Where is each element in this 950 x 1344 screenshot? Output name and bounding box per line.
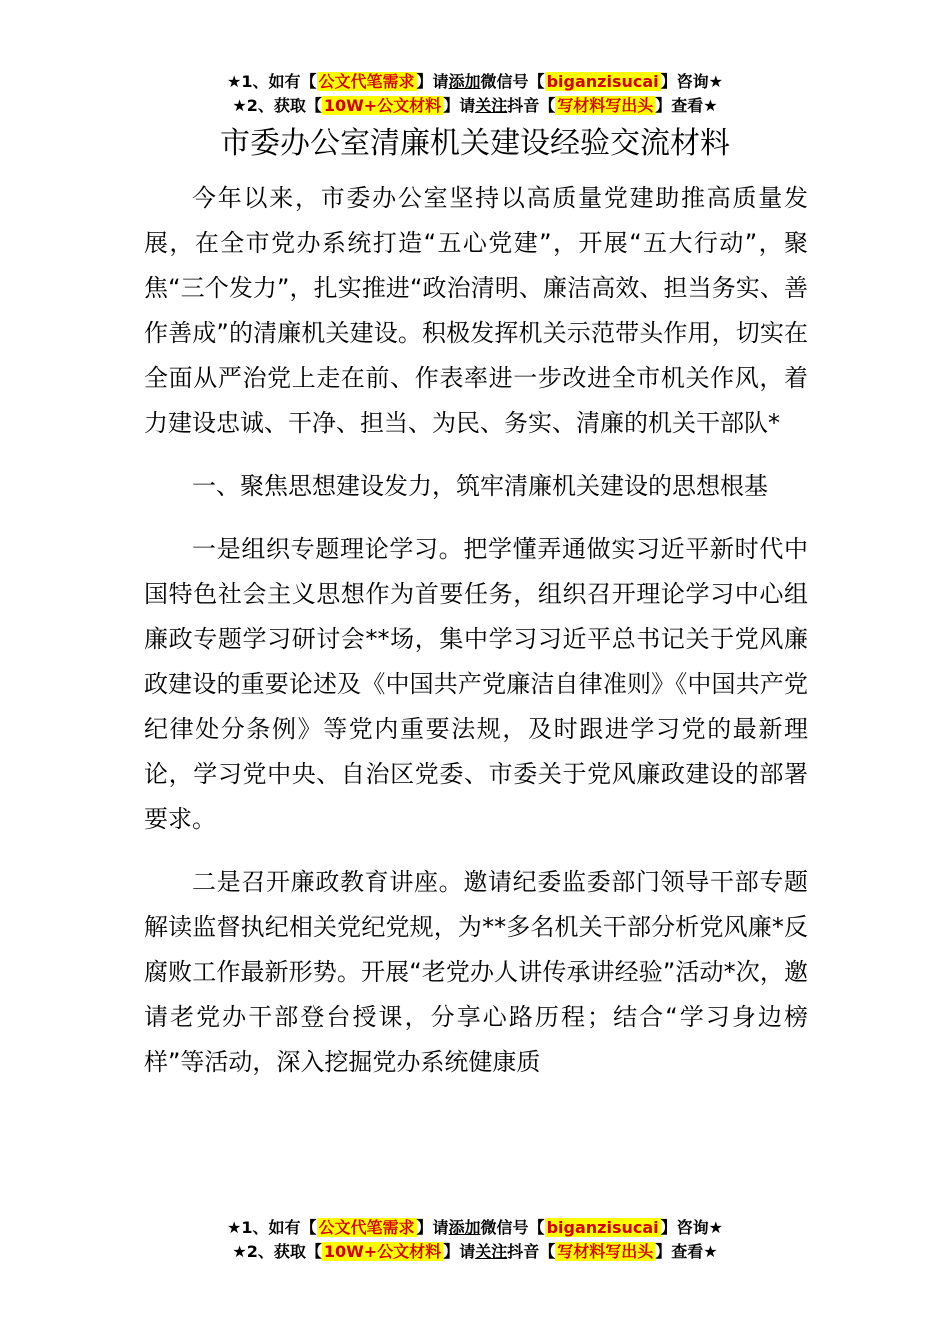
document-title: 市委办公室清廉机关建设经验交流材料 <box>220 126 730 161</box>
header-banner <box>0 70 950 118</box>
banner-text: ★1、如有【 <box>227 72 317 91</box>
paragraph-point-2: 二是召开廉政教育讲座。邀请纪委监委部门领导干部专题解读监督执纪相关党纪党规，为**多名机关干部分析党风廉*反腐败工作最新形势。开展“老党办人讲传承讲经验”活动*次，邀请老党办干部登台授课，分享心路历程；结合“学习身边榜样”等活动，深入挖掘党办系统健康质 <box>144 868 808 1076</box>
paragraph-intro: 今年以来，市委办公室坚持以高质量党建助推高质量发展，在全市党办系统打造“五心党建”，开展“五大行动”，聚焦“三个发力”，扎实推进“政治清明、廉洁高效、担当务实、善作善成”的清廉机关建设。积极发挥机关示范带头作用，切实在全面从严治党上走在前、作表率进一步改进全市机关作风，着力建设忠诚、干净、担当、为民、务实、清廉的机关干部队* <box>144 184 808 437</box>
banner-text: 】查看★ <box>655 96 718 115</box>
paragraph-point-1: 一是组织专题理论学习。把学懂弄通做实习近平新时代中国特色社会主义思想作为首要任务，组织召开理论学习中心组廉政专题学习研讨会**场，集中学习习近平总书记关于党风廉政建设的重要论述及《中国共产党廉洁自律准则》《中国共产党纪律处分条例》等党内重要法规，及时跟进学习党的最新理论，学习党中央、自治区党委、市委关于党风廉政建设的部署要求。 <box>144 535 808 833</box>
banner-text: 】查看★ <box>655 1242 718 1261</box>
banner-text: 】咨询★ <box>660 72 723 91</box>
banner-text: 抖音【 <box>507 1242 556 1261</box>
banner-line-1 <box>0 1216 950 1240</box>
banner-text: 】请 <box>443 1242 476 1261</box>
underlined-add: 添加 <box>448 1218 481 1237</box>
highlight-douyin: 写材料写出头 <box>557 1242 654 1261</box>
banner-line-2 <box>0 1240 950 1264</box>
document-body <box>144 176 808 1103</box>
underlined-follow: 关注 <box>475 96 508 115</box>
highlight-wechat-id: biganzisucai <box>546 1218 659 1237</box>
banner-text: 】咨询★ <box>660 1218 723 1237</box>
underlined-follow: 关注 <box>475 1242 508 1261</box>
banner-text: 】请 <box>416 1218 449 1237</box>
highlight-douyin: 写材料写出头 <box>557 96 654 115</box>
highlight-materials: 10W+公文材料 <box>323 1242 442 1261</box>
banner-text: ★2、获取【 <box>232 96 322 115</box>
highlight-service: 公文代笔需求 <box>318 72 415 91</box>
underlined-add: 添加 <box>448 72 481 91</box>
banner-text: 抖音【 <box>507 96 556 115</box>
banner-text: ★1、如有【 <box>227 1218 317 1237</box>
highlight-materials: 10W+公文材料 <box>323 96 442 115</box>
banner-text: 微信号【 <box>480 72 545 91</box>
highlight-wechat-id: biganzisucai <box>546 72 659 91</box>
banner-text: 】请 <box>443 96 476 115</box>
banner-line-2 <box>0 94 950 118</box>
banner-line-1 <box>0 70 950 94</box>
banner-text: 微信号【 <box>480 1218 545 1237</box>
banner-text: 】请 <box>416 72 449 91</box>
banner-text: ★2、获取【 <box>232 1242 322 1261</box>
footer-banner <box>0 1216 950 1264</box>
highlight-service: 公文代笔需求 <box>318 1218 415 1237</box>
section-heading: 一、聚焦思想建设发力，筑牢清廉机关建设的思想根基 <box>192 472 768 500</box>
